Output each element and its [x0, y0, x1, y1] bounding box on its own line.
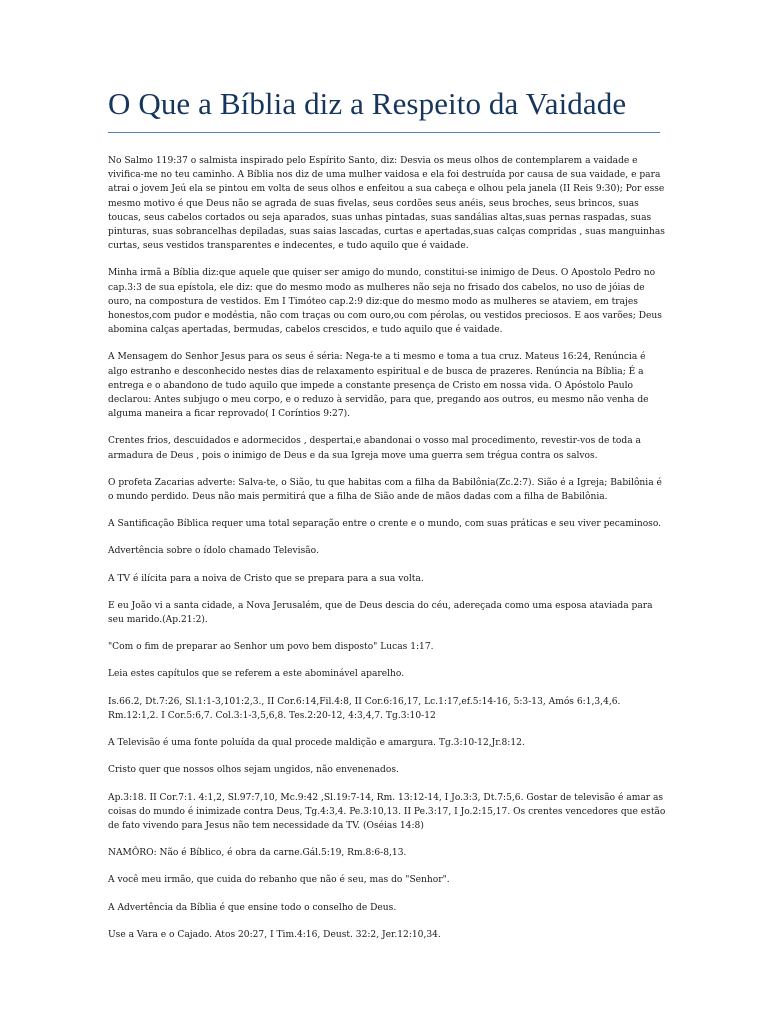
- paragraph: No Salmo 119:37 o salmista inspirado pelo Espírito Santo, diz: Desvia os meus olhos de contemplarem a vaidade e vivifica-me no teu caminho. A Bíblia nos diz de uma mulher vaidosa e ela foi destruída por causa de sua vaidade, e para atrai o jovem Jeú ela se pintou em volta de seus olhos e enfeitou a sua cabeça e olhou pela janela (II Reis 9:30); Por esse mesmo motivo é que Deus não se agrada de suas fivelas, seus cordões seus anéis, seus broches, seus brincos, suas toucas, seus cabelos cortados ou seja aparados, suas unhas pintadas, suas sandálias altas,suas pernas raspadas, suas pinturas, suas sobrancelhas depiladas, suas saias lascadas, curtas e apertadas,suas calças compridas , suas manguinhas curtas, seus vestidos transparentes e indecentes, e tudo aquilo que é vaidade.: [108, 156, 665, 252]
- paragraph: NAMÔRO: Não é Bíblico, é obra da carne.Gál.5:19, Rm.8:6-8,13.: [108, 848, 407, 859]
- paragraph: A Mensagem do Senhor Jesus para os seus é séria: Nega-te a ti mesmo e toma a tua cruz. Mateus 16:24, Renúncia é algo estranho e desconhecido nestes dias de relaxamento espiritual e de busca de prazeres. Renúncia na Bíblia; É a entrega e o abandono de tudo aquilo que impede a constante presença de Cristo em nossa vida. O Apóstolo Paulo declarou: Antes subjugo o meu corpo, e o reduzo à servidão, para que, pregando aos outros, eu mesmo não venha de alguma maneira a ficar reprovado( I Coríntios 9:27).: [108, 352, 649, 420]
- page-title: O Que a Bíblia diz a Respeito da Vaidade: [108, 86, 627, 121]
- paragraph: A Televisão é uma fonte poluída da qual procede maldição e amargura. Tg.3:10-12,Jr.8:12.: [108, 738, 525, 749]
- paragraph: A Santificação Bíblica requer uma total separação entre o crente e o mundo, com suas práticas e seu viver pecaminoso.: [108, 519, 662, 530]
- paragraph: "Com o fim de preparar ao Senhor um povo bem disposto" Lucas 1:17.: [108, 642, 434, 653]
- paragraph: Advertência sobre o ídolo chamado Televisão.: [108, 546, 319, 557]
- paragraph: Is.66.2, Dt.7:26, Sl.1:1-3,101:2,3., II Cor.6:14,Fil.4:8, II Cor.6:16,17, Lc.1:17,ef.5:14-16, 5:3-13, Amós 6:1,3,4,6. Rm.12:1,2. I Cor.5:6,7. Col.3:1-3,5,6,8. Tes.2:20-12, 4:3,4,7. Tg.3:10-12: [108, 696, 621, 721]
- paragraph: Crentes frios, descuidados e adormecidos , despertai,e abandonai o vosso mal procedimento, revestir-vos de toda a armadura de Deus , pois o inimigo de Deus e da sua Igreja move uma guerra sem trégua contra os salvos.: [108, 436, 641, 461]
- document-body: [108, 154, 668, 955]
- paragraph: Cristo quer que nossos olhos sejam ungidos, não envenenados.: [108, 765, 399, 776]
- title-underline: [108, 132, 660, 133]
- paragraph: A TV é ilícita para a noiva de Cristo que se prepara para a sua volta.: [108, 573, 424, 584]
- paragraph: O profeta Zacarias adverte: Salva-te, o Sião, tu que habitas com a filha da Babilônia(Zc.2:7). Sião é a Igreja; Babilônia é o mundo perdido. Deus não mais permitirá que a filha de Sião ande de mãos dadas com a filha de Babilônia.: [108, 477, 662, 503]
- paragraph: Ap.3:18. II Cor.7:1. 4:1,2, Sl.97:7,10, Mc.9:42 ,Sl.19:7-14, Rm. 13:12-14, I Jo.3:3, Dt.7:5,6. Gostar de televisão é amar as coisas do mundo é inimizade contra Deus, Tg.4:3,4. Pe.3:10,13. II Pe.3:17, I Jo.2:15,17. Os crentes vencedores que estão de fato vivendo para Jesus não tem necessidade da TV. (Oséias 14:8): [108, 792, 666, 831]
- paragraph: Leia estes capítulos que se referem a este abominável aparelho.: [108, 669, 405, 680]
- paragraph: Use a Vara e o Cajado. Atos 20:27, I Tim.4:16, Deust. 32:2, Jer.12:10,34.: [108, 929, 441, 940]
- paragraph: A Advertência da Bíblia é que ensine todo o conselho de Deus.: [108, 902, 397, 913]
- paragraph: A você meu irmão, que cuida do rebanho que não é seu, mas do "Senhor".: [108, 875, 450, 886]
- paragraph: Minha irmã a Bíblia diz:que aquele que quiser ser amigo do mundo, constitui-se inimigo de Deus. O Apostolo Pedro no cap.3:3 de sua epístola, ele diz: que do mesmo modo as mulheres não seja no frisado dos cabelos, no uso de jóias de ouro, na compostura de vestidos. Em I Timóteo cap.2:9 diz:que do mesmo modo as mulheres se ataviem, em trajes honestos,com pudor e modéstia, não com traças ou com ouro,ou com pérolas, ou vestidos preciosos. E aos varões; Deus abomina calças apertadas, bermudas, cabelos crescidos, e tudo aquilo que é vaidade.: [108, 268, 662, 336]
- paragraph: E eu João vi a santa cidade, a Nova Jerusalém, que de Deus descia do céu, adereçada como uma esposa ataviada para seu marido.(Ap.21:2).: [108, 600, 653, 626]
